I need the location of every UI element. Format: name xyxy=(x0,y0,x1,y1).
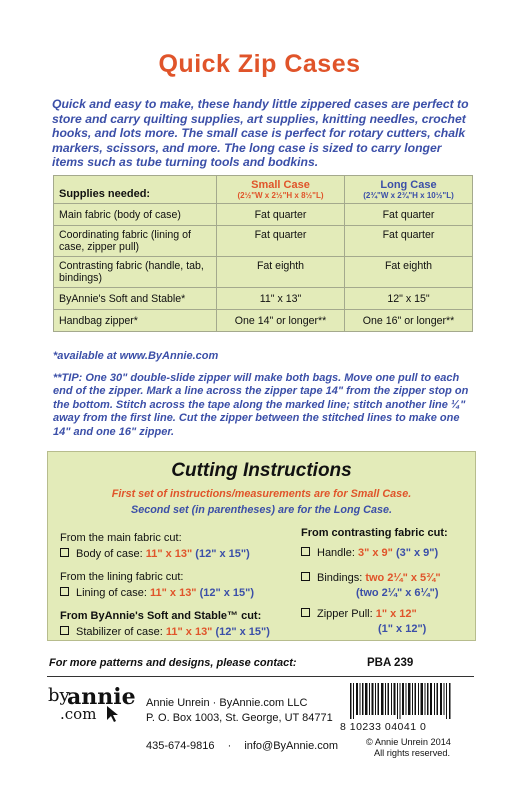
supply-long: Fat eighth xyxy=(345,257,473,288)
barcode-number: 8 10233 04041 0 xyxy=(340,721,427,733)
stabilizer-small-size: 11" x 13" xyxy=(165,626,213,638)
small-case-name: Small Case xyxy=(251,179,310,191)
address-line-2: P. O. Box 1003, St. George, UT 84771 xyxy=(146,712,333,724)
cutting-instructions-box xyxy=(47,451,476,641)
page-title: Quick Zip Cases xyxy=(158,50,361,78)
stabilizer-label: Stabilizer of case: xyxy=(76,626,166,638)
zipper-pull-small-size: 1" x 12" xyxy=(375,608,417,620)
separator-dot: · xyxy=(227,740,232,752)
supply-item: Contrasting fabric (handle, tab, bindings) xyxy=(54,257,217,288)
contact-line xyxy=(146,740,338,752)
small-case-header xyxy=(217,176,345,204)
supply-small: Fat eighth xyxy=(217,257,345,288)
checkbox-icon[interactable] xyxy=(301,608,310,617)
supply-item: ByAnnie's Soft and Stable* xyxy=(54,288,217,310)
checklist-item-body xyxy=(60,548,250,560)
table-row xyxy=(54,226,473,257)
table-row xyxy=(54,288,473,310)
checkbox-icon[interactable] xyxy=(60,626,69,635)
supply-item: Handbag zipper* xyxy=(54,310,217,332)
body-label: Body of case: xyxy=(76,548,146,560)
cursor-arrow-icon xyxy=(106,705,122,723)
stable-label: From ByAnnie's Soft and Stable™ cut: xyxy=(60,610,262,622)
cutting-subtitle-long: Second set (in parentheses) are for the Long Case. xyxy=(131,504,392,516)
supply-small: Fat quarter xyxy=(217,226,345,257)
byannie-logo xyxy=(46,683,136,725)
supply-long: Fat quarter xyxy=(345,226,473,257)
supplies-table xyxy=(53,175,473,332)
checklist-item-lining xyxy=(60,587,254,599)
logo-com-text: .com xyxy=(60,705,97,723)
checklist-item-stabilizer xyxy=(60,626,270,638)
checklist-item-zipper-pull xyxy=(301,608,417,620)
bindings-label: Bindings: xyxy=(317,572,366,584)
main-fabric-label: From the main fabric cut: xyxy=(60,532,182,544)
zipper-pull-label: Zipper Pull: xyxy=(317,608,376,620)
bindings-long-size: (two 2¼" x 6¼") xyxy=(356,587,439,599)
phone-number: 435-674-9816 xyxy=(146,740,215,752)
supply-long: Fat quarter xyxy=(345,204,473,226)
contrasting-fabric-label: From contrasting fabric cut: xyxy=(301,527,448,539)
checklist-item-handle xyxy=(301,547,438,559)
barcode-image xyxy=(350,683,452,719)
contact-heading: For more patterns and designs, please contact: xyxy=(49,657,297,669)
body-long-size: (12" x 15") xyxy=(192,548,250,560)
zipper-pull-long-size: (1" x 12") xyxy=(378,623,427,635)
cutting-title: Cutting Instructions xyxy=(171,460,352,481)
pattern-number: PBA 239 xyxy=(367,657,414,669)
availability-note: *available at www.ByAnnie.com xyxy=(53,350,219,362)
email-address[interactable]: info@ByAnnie.com xyxy=(244,740,339,752)
long-case-name: Long Case xyxy=(380,179,437,191)
checklist-item-bindings xyxy=(301,572,441,584)
supply-long: 12" x 15" xyxy=(345,288,473,310)
checkbox-icon[interactable] xyxy=(301,547,310,556)
long-case-dims: (2¾"W x 2¾"H x 10½"L) xyxy=(363,191,454,200)
body-small-size: 11" x 13" xyxy=(145,548,193,560)
stabilizer-long-size: (12" x 15") xyxy=(212,626,270,638)
lining-long-size: (12" x 15") xyxy=(196,587,255,599)
table-row xyxy=(54,257,473,288)
table-header-row xyxy=(54,176,473,204)
supply-long: One 16" or longer** xyxy=(345,310,473,332)
bindings-small-size: two 2¼" x 5¾" xyxy=(365,572,441,584)
handle-label: Handle: xyxy=(317,547,358,559)
handle-long-size: (3" x 9") xyxy=(392,547,439,559)
intro-paragraph: Quick and easy to make, these handy little zippered cases are perfect to store and carry quilting supplies, art supplies, knitting needles, crochet hooks, and lots more. The small case is perfect for rotary cutters, chalk markers, scissors, and more. The long case is sized to carry longer items such as tube turning tools and bodkins. xyxy=(52,97,469,169)
cutting-subtitle-small: First set of instructions/measurements are for Small Case. xyxy=(111,488,412,500)
checkbox-icon[interactable] xyxy=(301,572,310,581)
table-row xyxy=(54,310,473,332)
supply-small: Fat quarter xyxy=(217,204,345,226)
supply-item: Main fabric (body of case) xyxy=(54,204,217,226)
logo-annie-text: annie xyxy=(67,684,136,710)
footer-divider xyxy=(47,676,474,677)
supplies-header-label: Supplies needed: xyxy=(54,176,217,204)
long-case-header xyxy=(345,176,473,204)
lining-fabric-label: From the lining fabric cut: xyxy=(60,571,184,583)
handle-small-size: 3" x 9" xyxy=(357,547,393,559)
checkbox-icon[interactable] xyxy=(60,587,69,596)
table-row xyxy=(54,204,473,226)
address-line-1: Annie Unrein · ByAnnie.com LLC xyxy=(146,697,308,709)
supply-small: One 14" or longer** xyxy=(217,310,345,332)
small-case-dims: (2½"W x 2½"H x 8½"L) xyxy=(237,191,324,200)
copyright-line-1: © Annie Unrein 2014 xyxy=(366,737,451,747)
zipper-tip: **TIP: One 30" double-slide zipper will make both bags. Move one pull to each end of the zipper. Mark a line across the zipper tape 14" from the zipper stop on the bottom. Stitch across the tape along the marked line; stitch another line ¼" away from the first line. Cut the zipper between the stitched lines to make one 14" and one 16" zipper. xyxy=(53,372,469,438)
lining-small-size: 11" x 13" xyxy=(150,587,197,599)
supply-small: 11" x 13" xyxy=(217,288,345,310)
checkbox-icon[interactable] xyxy=(60,548,69,557)
logo-by-text: by xyxy=(48,685,70,706)
lining-label: Lining of case: xyxy=(76,587,150,599)
copyright-line-2: All rights reserved. xyxy=(374,748,451,758)
supply-item: Coordinating fabric (lining of case, zipper pull) xyxy=(54,226,217,257)
